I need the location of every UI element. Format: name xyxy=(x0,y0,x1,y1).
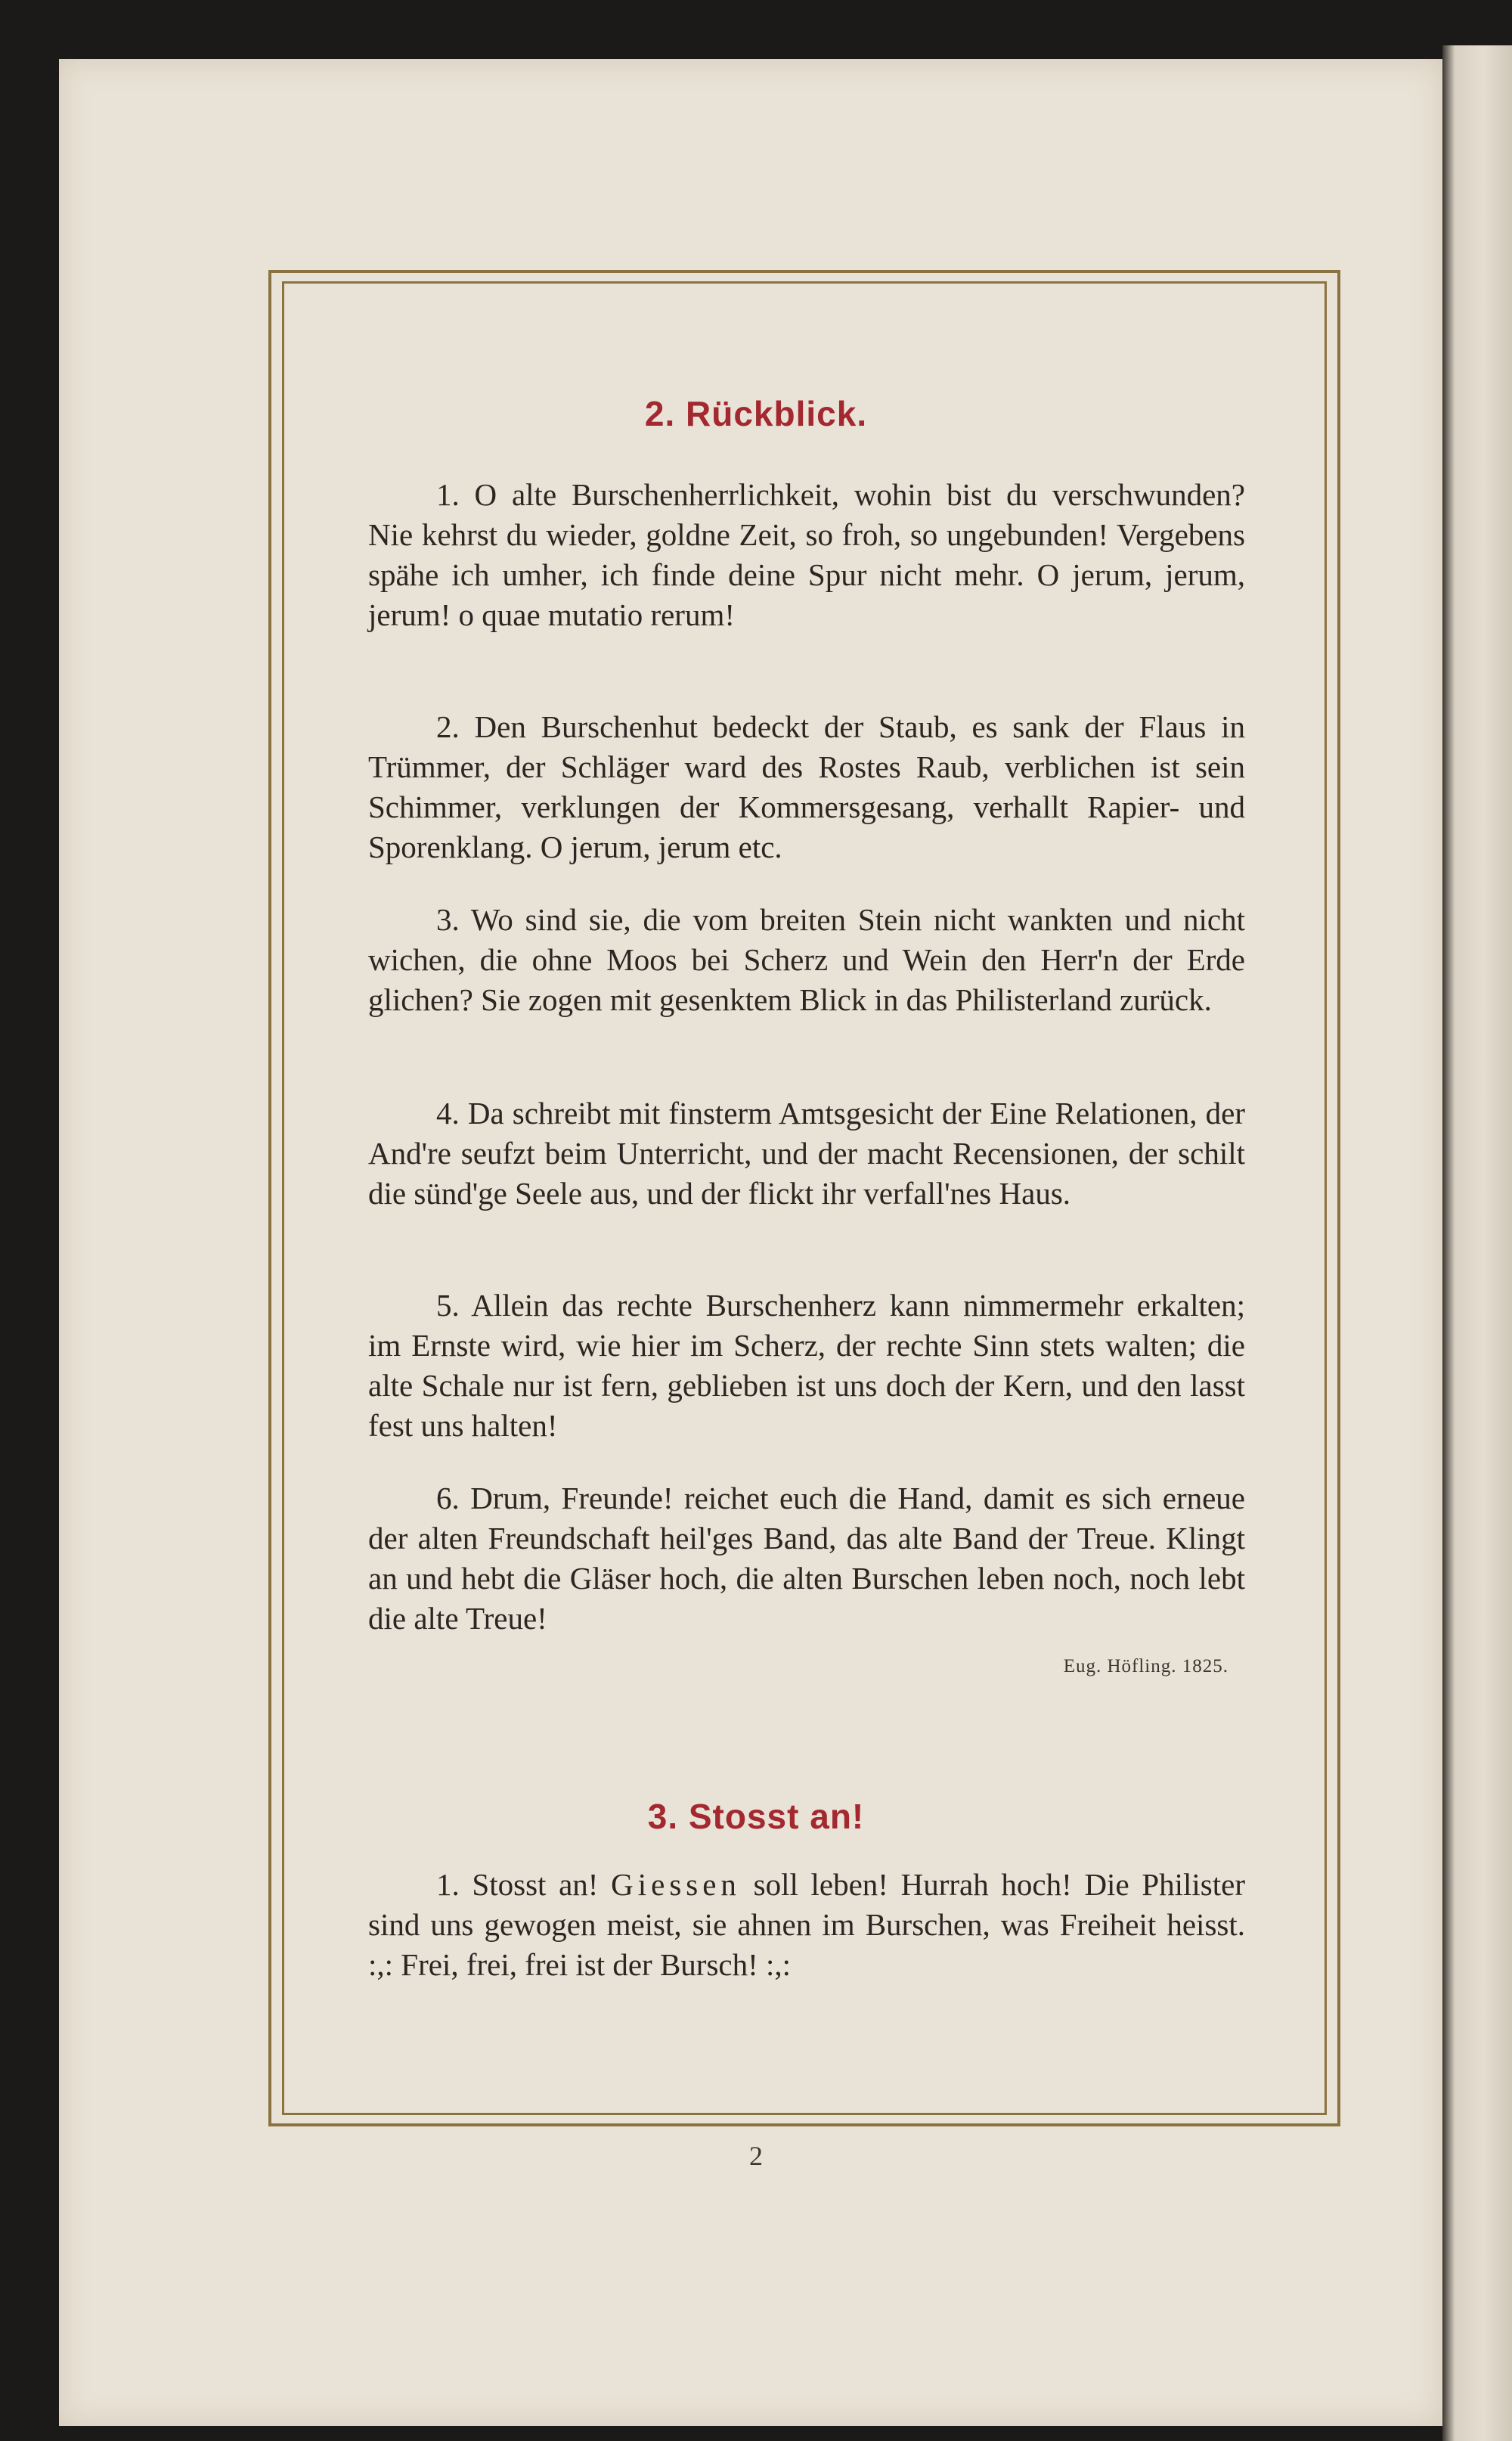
verse-1 xyxy=(368,475,1245,635)
verse-text: 4. Da schreibt mit finsterm Amtsgesicht der Eine Relationen, der And're seufzt beim Unterricht, und der macht Recensionen, der schilt die sünd'ge Seele aus, und der flickt ihr verfall'nes Haus. xyxy=(368,1096,1245,1211)
verse-5 xyxy=(368,1286,1245,1446)
verse-text: 6. Drum, Freunde! reichet euch die Hand, damit es sich erneue der alten Freundschaft heil'ges Band, das alte Band der Treue. Klingt an und hebt die Gläser hoch, die alten Burschen leben noch, noch lebt die alte Treue! xyxy=(368,1481,1245,1636)
verse-3 xyxy=(368,900,1245,1020)
verse-text xyxy=(368,1865,1245,1985)
verse-text: 5. Allein das rechte Burschenherz kann nimmermehr erkalten; im Ernste wird, wie hier im Scherz, der rechte Sinn stets walten; die alte Schale nur ist fern, geblieben ist uns doch der Kern, und den lasst fest uns halten! xyxy=(368,1288,1245,1443)
page-number: 2 xyxy=(749,2141,763,2171)
verse-text: 3. Wo sind sie, die vom breiten Stein nicht wankten und nicht wichen, die ohne Moos bei Scherz und Wein den Herr'n der Erde glichen? Sie zogen mit gesenktem Blick in das Philisterland zurück. xyxy=(368,902,1245,1017)
song-title-stosst-an: 3. Stosst an! xyxy=(647,1797,865,1836)
author-credit: Eug. Höfling. 1825. xyxy=(1063,1656,1228,1676)
verse-rest: soll leben! Hurrah hoch! Die Philister sind uns gewogen meist, sie ahnen im Burschen, was Freiheit heisst. :,: Frei, frei, frei ist der Bursch! :,: xyxy=(368,1867,1245,1982)
song-title-rueckblick: 2. Rückblick. xyxy=(644,394,868,433)
verse-start: 1. Stosst an! xyxy=(436,1867,612,1902)
verse-4 xyxy=(368,1093,1245,1214)
verse-2 xyxy=(368,707,1245,867)
verse-text: 1. O alte Burschenherrlichkeit, wohin bist du verschwunden? Nie kehrst du wieder, goldne Zeit, so froh, so ungebunden! Vergebens spähe ich umher, ich finde deine Spur nicht mehr. O jerum, jerum, jerum! o quae mutatio rerum! xyxy=(368,477,1245,632)
verse-stosst-an-1 xyxy=(368,1865,1245,1985)
verse-text: 2. Den Burschenhut bedeckt der Staub, es sank der Flaus in Trümmer, der Schläger ward des Rostes Raub, verblichen ist sein Schimmer, verklungen der Kommersgesang, verhallt Rapier- und Sporenklang. O jerum, jerum etc. xyxy=(368,709,1245,864)
verse-6 xyxy=(368,1478,1245,1639)
spaced-word: Giessen xyxy=(611,1867,741,1902)
